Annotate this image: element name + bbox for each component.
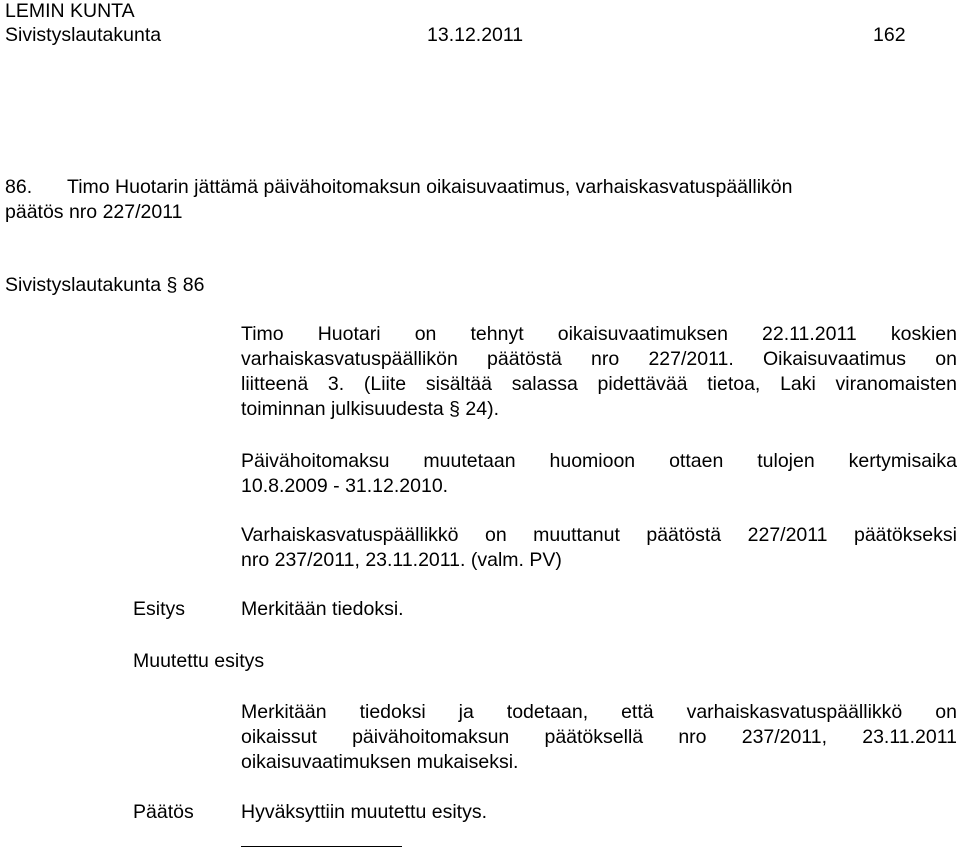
case-number: 86. xyxy=(5,176,33,198)
paragraph-fee-change xyxy=(241,449,960,499)
word: tulojen xyxy=(757,450,815,472)
header-board: Sivistyslautakunta xyxy=(5,24,162,46)
word: huomioon xyxy=(549,450,636,472)
header-organization: LEMIN KUNTA xyxy=(5,0,135,22)
word: muutetaan xyxy=(423,450,516,472)
word: että xyxy=(621,701,654,723)
word: viranomaisten xyxy=(835,373,957,395)
paragraph-background xyxy=(241,322,960,422)
esitys-text: Merkitään tiedoksi. xyxy=(241,598,404,620)
word: on xyxy=(935,348,957,370)
word: 23.11.2011 xyxy=(862,726,957,748)
word: päätökseksi xyxy=(853,524,957,546)
word: 22.11.2011 xyxy=(762,323,857,345)
word: liitteenä xyxy=(241,373,309,395)
word: Merkitään xyxy=(241,701,327,723)
case-title-line2: päätös nro 227/2011 xyxy=(5,201,183,223)
word: on xyxy=(935,701,957,723)
paragraph-last-line: nro 237/2011, 23.11.2011. (valm. PV) xyxy=(241,549,562,571)
word: kertymisaika xyxy=(848,450,957,472)
header-date: 13.12.2011 xyxy=(427,24,524,46)
underline-rule xyxy=(241,846,402,847)
word: nro xyxy=(591,348,620,370)
justified-line xyxy=(241,449,957,474)
word: Huotari xyxy=(317,323,381,345)
label-paatos: Päätös xyxy=(133,801,194,823)
paragraph-decision-change xyxy=(241,523,960,573)
word: muuttanut xyxy=(533,524,620,546)
justified-line xyxy=(241,372,957,397)
justified-line xyxy=(241,347,957,372)
paragraph-last-line: toiminnan julkisuudesta § 24). xyxy=(241,398,499,420)
paragraph-last-line: 10.8.2009 - 31.12.2010. xyxy=(241,475,449,497)
word: salassa xyxy=(511,373,578,395)
word: koskien xyxy=(890,323,957,345)
word: Päivähoitomaksu xyxy=(241,450,390,472)
word: oikaisuvaatimuksen xyxy=(557,323,728,345)
word: ja xyxy=(458,701,474,723)
word: päätöksellä xyxy=(544,726,644,748)
word: 3. xyxy=(327,373,345,395)
word: päätöstä xyxy=(646,524,722,546)
case-title xyxy=(5,175,792,200)
word: päätöstä xyxy=(487,348,562,370)
word: Oikaisuvaatimus xyxy=(762,348,907,370)
word: sisältää xyxy=(425,373,492,395)
justified-line xyxy=(241,523,957,548)
justified-line xyxy=(241,725,957,750)
word: pidettävää xyxy=(597,373,688,395)
label-esitys: Esitys xyxy=(133,598,186,620)
word: Varhaiskasvatuspäällikkö xyxy=(241,524,459,546)
word: Timo xyxy=(241,323,284,345)
word: Laki xyxy=(780,373,816,395)
word: varhaiskasvatuspäällikön xyxy=(241,348,458,370)
justified-line xyxy=(241,700,957,725)
case-title-line1: Timo Huotarin jättämä päivähoitomaksun oikaisuvaatimus, varhaiskasvatuspäällikön xyxy=(67,176,793,198)
word: 237/2011, xyxy=(741,726,828,748)
word: tehnyt xyxy=(470,323,524,345)
label-muutettu-esitys: Muutettu esitys xyxy=(133,650,265,672)
word: varhaiskasvatuspäällikkö xyxy=(686,701,903,723)
word: (Liite xyxy=(363,373,407,395)
word: tietoa, xyxy=(707,373,761,395)
word: ottaen xyxy=(669,450,724,472)
word: päivähoitomaksun xyxy=(352,726,510,748)
word: 227/2011. xyxy=(648,348,734,370)
word: on xyxy=(484,524,507,546)
word: nro xyxy=(678,726,707,748)
word: todetaan, xyxy=(506,701,589,723)
justified-line xyxy=(241,322,957,347)
paragraph-last-line: oikaisuvaatimuksen mukaiseksi. xyxy=(241,751,519,773)
word: tiedoksi xyxy=(359,701,426,723)
header-page-number: 162 xyxy=(873,24,906,46)
paatos-text: Hyväksyttiin muutettu esitys. xyxy=(241,801,487,823)
paragraph-modified-proposal xyxy=(241,700,960,775)
word: 227/2011 xyxy=(747,524,828,546)
board-reference: Sivistyslautakunta § 86 xyxy=(5,274,205,296)
word: oikaissut xyxy=(241,726,317,748)
word: on xyxy=(414,323,437,345)
